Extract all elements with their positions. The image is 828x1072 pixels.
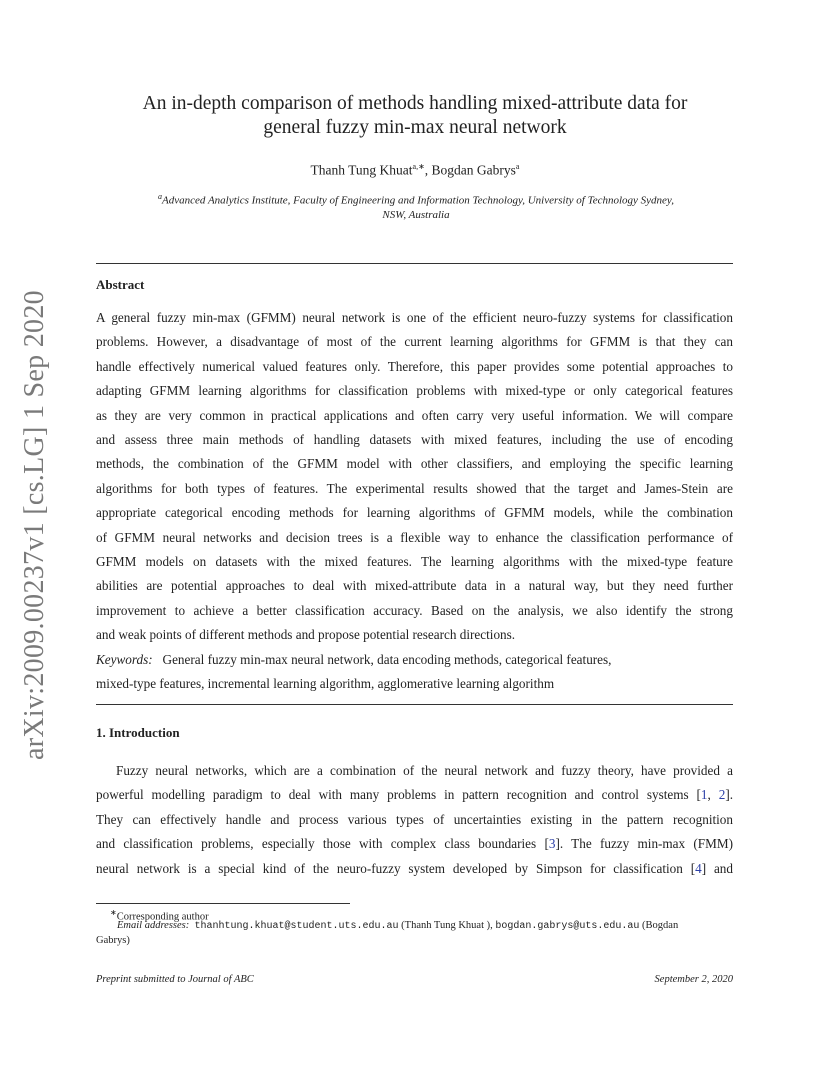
intro-line: and classification problems, especially those with complex class boundaries [3]. The fuzzy min-max (FMM): [96, 836, 733, 852]
keywords-line-2: mixed-type features, incremental learning algorithm, agglomerative learning algorithm: [96, 676, 555, 692]
footer-preprint-note: Preprint submitted to Journal of ABC: [96, 974, 254, 985]
citation-link[interactable]: 3: [548, 836, 556, 852]
author-list: [90, 162, 740, 179]
abstract-line: GFMM models on datasets with the mixed features. The learning algorithms with the mixed-type feature: [96, 553, 733, 569]
author-separator: ,: [424, 162, 432, 178]
intro-line: neural network is a special kind of the neuro-fuzzy system developed by Simpson for classification [4] and: [96, 860, 733, 876]
affiliation-line-2: NSW, Australia: [382, 208, 450, 221]
abstract-line: problems. However, a disadvantage of most of the current learning algorithms for GFMM is that they can: [96, 334, 733, 350]
paper-title: [90, 92, 740, 140]
email-label: Email addresses:: [117, 920, 190, 931]
arxiv-identifier: arXiv:2009.00237v1 [cs.LG] 1 Sep 2020: [19, 290, 50, 760]
intro-line: They can effectively handle and process various types of uncertainties existing in the pattern recognition: [96, 811, 733, 827]
abstract-line: algorithms for both types of features. The experimental results showed that the target and James-Stein are: [96, 480, 733, 496]
citation-link[interactable]: 2: [718, 787, 726, 803]
affiliation-mark: a: [158, 192, 163, 201]
keywords-label: Keywords:: [96, 652, 153, 667]
abstract-line: and weak points of different methods and propose potential research directions.: [96, 627, 516, 643]
author-2: Bogdan Gabrys: [431, 162, 516, 178]
abstract-line: of GFMM neural networks and decision trees is a flexible way to enhance the classification performance of: [96, 529, 733, 545]
abstract-line: A general fuzzy min-max (GFMM) neural network is one of the efficient neuro-fuzzy systems for classification: [96, 310, 733, 325]
abstract-line: handle effectively numerical valued features only. Therefore, this paper provides some potential approaches to: [96, 358, 733, 374]
author-2-mark: a: [515, 162, 520, 171]
introduction-body: [96, 759, 733, 881]
abstract-heading: Abstract: [96, 277, 145, 292]
keywords-line-1: General fuzzy min-max neural network, data encoding methods, categorical features,: [162, 652, 612, 667]
affiliation: [110, 190, 722, 222]
citation-link[interactable]: 4: [695, 860, 702, 876]
footer-date: September 2, 2020: [654, 974, 733, 985]
footnote-corresponding-text: Corresponding author: [116, 911, 209, 923]
abstract-line: as they are very common in practical applications and often carry very useful information. We will compare: [96, 407, 733, 423]
author-1: Thanh Tung Khuat: [310, 162, 413, 178]
intro-line: powerful modelling paradigm to deal with many problems in pattern recognition and control systems [1, 2].: [96, 787, 734, 803]
keywords: [96, 648, 733, 697]
footnote-mark: ∗: [110, 908, 117, 917]
email-address-1[interactable]: thanhtung.khuat@student.uts.edu.au: [194, 921, 399, 932]
title-line-1: An in-depth comparison of methods handling mixed-attribute data for: [142, 93, 688, 114]
abstract-top-rule: [96, 263, 733, 264]
abstract-body: [96, 306, 733, 647]
abstract-line: adapting GFMM learning algorithms for classification problems with mixed-type or only categorical features: [96, 383, 733, 399]
intro-line: Fuzzy neural networks, which are a combination of the neural network and fuzzy theory, have provided a: [116, 763, 733, 778]
footnote-continuation: Gabrys): [96, 934, 130, 946]
footnote-rule: [96, 903, 350, 904]
abstract-line: appropriate categorical encoding methods for learning algorithms of GFMM models, while the combination: [96, 505, 733, 521]
arxiv-sidebar-stamp: [8, 290, 62, 760]
footnote-emails: Email addresses: thanhtung.khuat@student.uts.edu.au (Thanh Tung Khuat ), bogdan.gabrys@uts.edu.au (Bogdan Gabrys): [96, 919, 733, 947]
abstract-line: abilities are potential approaches to deal with mixed-attribute data in a natural way, but they need further: [96, 578, 733, 594]
citation-link[interactable]: 1: [700, 787, 708, 803]
section-heading-introduction: 1. Introduction: [96, 725, 180, 740]
abstract-line: methods, the combination of the GFMM model with other classifiers, and employing the specific learning: [96, 456, 733, 472]
abstract-line: improvement to achieve a better classification accuracy. Based on the analysis, we also identify the strong: [96, 602, 733, 618]
abstract-bottom-rule: [96, 704, 733, 705]
title-line-2: general fuzzy min-max neural network: [263, 117, 567, 138]
author-1-mark: a,∗: [412, 162, 425, 171]
affiliation-line-1: Advanced Analytics Institute, Faculty of Engineering and Information Technology, University of Technology Sydney,: [162, 194, 674, 207]
email-address-2[interactable]: bogdan.gabrys@uts.edu.au: [495, 921, 640, 932]
abstract-line: and assess three main methods of handling datasets with mixed features, including the use of encoding: [96, 431, 733, 447]
